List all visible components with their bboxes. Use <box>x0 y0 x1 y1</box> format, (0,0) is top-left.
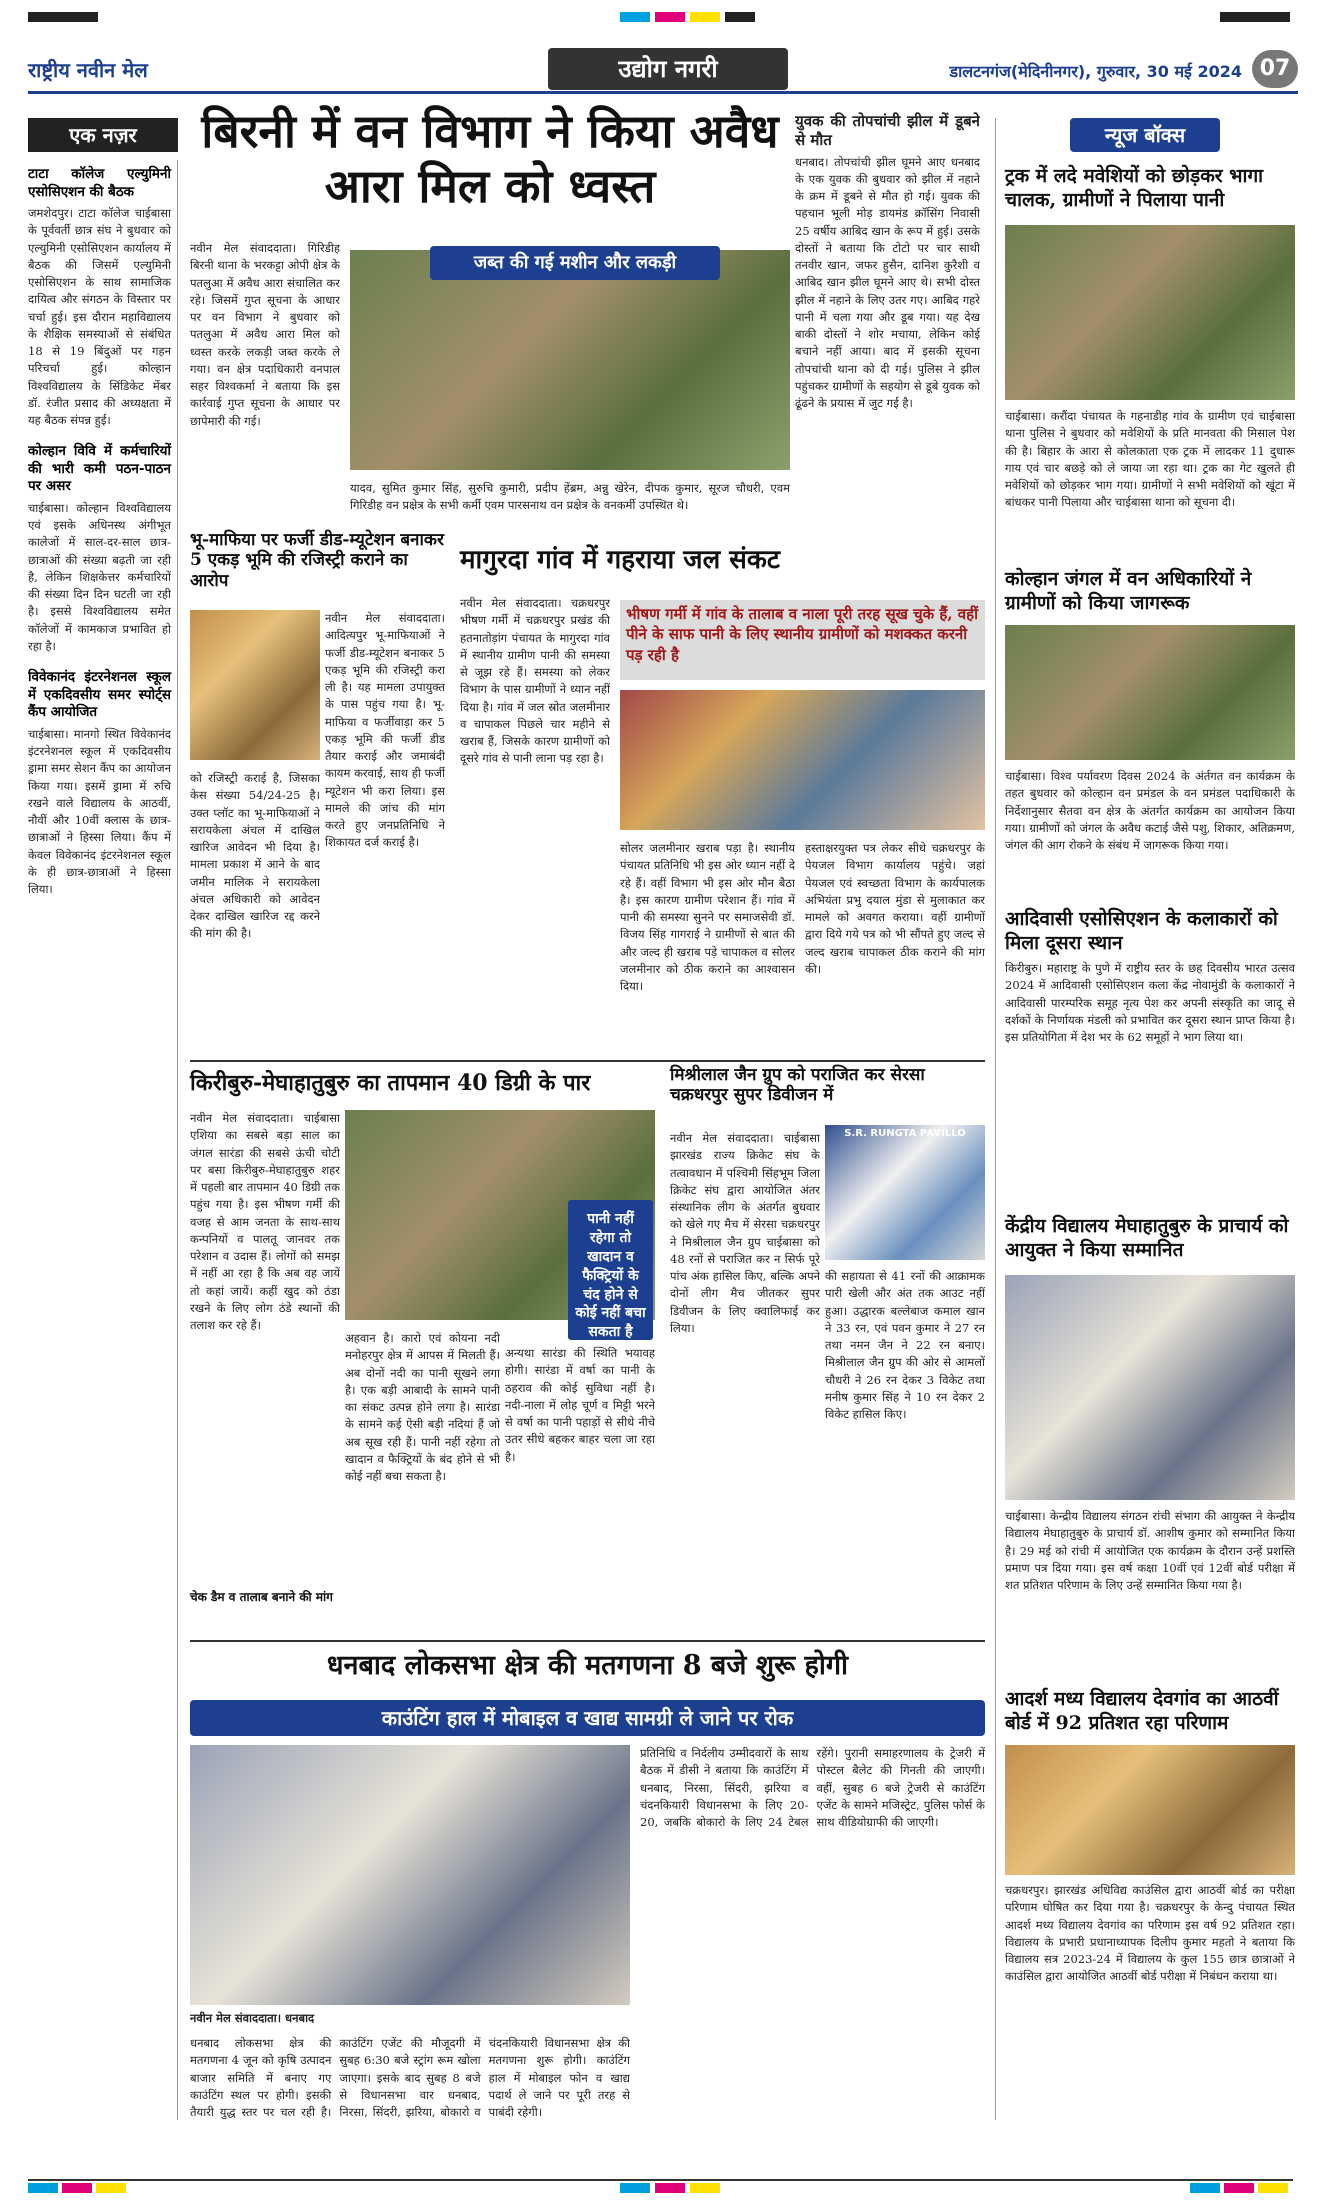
story-body: चाईबासा। मानगो स्थित विवेकानंद इंटरनेशनल स्कूल में एकदिवसीय ड्रामा समर सेशन कैंप का आयोजन किया गया। इसमें ड्रामा में रुचि रखने वाले विद्यालय के आठवीं, नौवीं और 10वीं क्लास के छात्र-छात्राओं ने हिस्सा लिया। कैंप में केवल विवेकानंद इंटरनेशनल स्कूल के ही छात्र-छात्राओं ने हिस्सा लिया। <box>28 726 171 897</box>
color-swatch <box>690 12 720 22</box>
color-swatch <box>620 2183 650 2193</box>
news-box-label: न्यूज बॉक्स <box>1070 118 1220 152</box>
water-story-body-3: हस्ताक्षरयुक्त पत्र लेकर सीधे चक्रधरपुर के पेयजल विभाग कार्यालय पहुंचे। जहां पेयजल एवं स्वच्छता विभाग के कार्यपालक अभियंता प्रभु दयाल मुंडा से मुलाकात कर मामले को अवगत कराया। वहीं ग्रामीणों द्वारा दिये गये पत्र को भी सौंपते हुए जल्द से जल्द खराब चापाकल ठीक कराने की मांग की। <box>805 841 985 976</box>
news-box-body: चक्रधरपुर। झारखंड अधिविद्य काउंसिल द्वारा आठवीं बोर्ड का परीक्षा परिणाम घोषित कर दिया गया है। चक्रधरपुर के केन्दु पंचायत स्थित आदर्श मध्य विद्यालय देवगांव का परिणाम इस वर्ष 92 प्रतिशत रहा। विद्यालय के प्रभारी प्रधानाध्यापक दिलीप कुमार महतो ने बताया कि विद्यालय सत्र 2023-24 में विद्यालय के कुल 155 छात्र छात्राओं ने काउंसिल द्वारा आयोजित आठवीं बोर्ड परीक्षा में निबंधन कराया था। <box>1005 1883 1295 1984</box>
story-headline: विवेकानंद इंटरनेशनल स्कूल में एकदिवसीय समर स्पोर्ट्स कैंप आयोजित <box>28 669 171 721</box>
color-swatch <box>1258 2183 1288 2193</box>
page-number: 07 <box>1252 50 1298 88</box>
news-box-body: चाईबासा। विश्व पर्यावरण दिवस 2024 के अंर्तगत वन कार्यक्रम के तहत बुधवार को कोल्हान वन प्रमंडल के वन प्रमंडल पदाधिकारी के निर्देशानुसार सैतवा वन क्षेत्र के अंतर्गत कार्यक्रम का आयोजन किया गया। ग्रामीणों को जंगल के अवैध कटाई जैसे पशु, शिकार, अतिक्रमण, जंगल की आग रोकने के संबंध में जागरूक किया गया। <box>1005 769 1295 852</box>
bottom-color-bar <box>0 2175 1325 2205</box>
cricket-story-photo <box>825 1125 985 1260</box>
color-swatch <box>655 2183 685 2193</box>
land-story-body: नवीन मेल संवाददाता। आदित्यपुर भू-माफियाओं ने फर्जी डीड-म्यूटेशन बनाकर 5 एकड़ भूमि की रजिस्ट्री करा ली है। यह मामला उपायुक्त के पास पहुंच गया है। भू-माफिया व फर्जीवाड़ा कर 5 एकड़ भूमि की फर्जी डीड तैयार कराई और जमाबंदी कायम करवाई, साथ ही फर्जी म्यूटेशन भी करा लिया। इस मामले की जांच की मांग करते हुए जनप्रतिनिधि ने शिकायत दर्ज कराई है। <box>325 611 445 850</box>
temp-story-subheading: चेक डैम व तालाब बनाने की मांग <box>190 1590 333 1604</box>
section-divider <box>190 1060 985 1062</box>
temp-story-quote: पानी नहीं रहेगा तो खादान व फैक्ट्रियों के चंद होने से कोई नहीं बचा सकता है <box>568 1200 653 1340</box>
news-box-body: चाईबासा। केन्द्रीय विद्यालय संगठन रांची संभाग की आयुक्त ने केन्द्रीय विद्यालय मेघाहातुबुरु के प्राचार्य डॉ. आशीष कुमार को सम्मानित किया है। 29 मई को रांची में आयोजित एक कार्यक्रम के दौरान उन्हें प्रशस्ति प्रमाण पत्र दिया गया। इस वर्ष कक्षा 10वीं एवं 12वीं बोर्ड परीक्षा में शत प्रतिशत परिणाम के लिए उन्हें सम्मानित किया गया है। <box>1005 1509 1295 1592</box>
lead-photo <box>350 250 790 470</box>
news-box-body: चाईबासा। करौंदा पंचायत के गहनाडीह गांव के ग्रामीण एवं चाईबासा थाना पुलिस ने बुधवार को मवेशियों के प्रति मानवता की मिसाल पेश की है। बिहार के आरा से कोलकाता एक ट्रक में लादकर 11 दुधारू गाय एवं चार बछड़े को ले जाया जा रहा था। ट्रक का गेट खुलते ही मवेशियों को छोड़कर भाग गया। ग्रामीणों ने सभी मवेशियों को खूंटा में बांधकर पानी पिलाया और चाईबासा थाना को सूचना दी। <box>1005 409 1295 510</box>
land-story-headline: भू-माफिया पर फर्जी डीड-म्यूटेशन बनाकर 5 एकड़ भूमि की रजिस्ट्री कराने का आरोप <box>190 530 444 591</box>
color-swatch <box>690 2183 720 2193</box>
counting-story-photo <box>190 1745 630 2005</box>
temp-story-body-3: अन्यथा सारंडा की स्थिति भयावह होगी। सारंडा में वर्षा का पानी के ठहराव की कोई सुविधा नहीं है। नदी-नाला में लोह चूर्ण व मिट्टी भरने से वर्षा का पानी पहाड़ों से सीधे नीचे उतर सीधे बहकर बाहर चला जा रहा है। <box>505 1346 655 1464</box>
paper-name: राष्ट्रीय नवीन मेल <box>28 58 148 82</box>
water-story-headline: मागुरदा गांव में गहराया जल संकट <box>460 545 780 575</box>
temp-story-body: नवीन मेल संवाददाता। चाईबासा एशिया का सबसे बड़ा साल का जंगल सारंडा की सबसे ऊंची चोटी पर बसा किरीबुरु-मेघाहातुबुरु शहर में पहली बार तापमान 40 डिग्री तक पहुंच गया है। इस भीषण गर्मी की वजह से आम जनता के साथ-साथ कन्पनियों व पालतू जानवर तक परेशान व उदास हैं। लोगों को समझ में नहीं आ रहा है कि अब वह जायें तो कहां जायें। कहीं खुद को ठंडा रखने के लिए लोग ठंडे स्थानों की तलाश कर रहे हैं। <box>190 1111 340 1332</box>
land-story-photo <box>190 610 320 760</box>
lead-headline: बिरनी में वन विभाग ने किया अवैध आरा मिल को ध्वस्त <box>201 104 779 214</box>
color-swatch <box>1220 12 1290 22</box>
story-body: चाईबासा। कोल्हान विश्वविद्यालय एवं इसके अधिनस्थ अंगीभूत कालेजों में साल-दर-साल छात्र-छात्राओं की संख्या बढ़ती जा रही है, लेकिन शिक्षकेत्तर कर्मचारियों की संख्या दिन दिन घटती जा रही है। इससे विश्वविद्यालय समेत कॉलेजों में कामकाज प्रभावित हो रहा है। <box>28 500 171 653</box>
color-swatch <box>1224 2183 1254 2193</box>
color-swatch <box>28 2179 1293 2181</box>
cricket-story-headline: मिश्रीलाल जैन ग्रुप को पराजित कर सेरसा चक्रधरपुर सुपर डिवीजन में <box>670 1065 925 1106</box>
land-story-body-2: को रजिस्ट्री कराई है, जिसका केस संख्या 54/24-25 है। उक्त प्लॉट का भू-माफियाओं ने सरायकेला अंचल में दाखिल खारिज आवेदन भी दिया है। मामला प्रकाश में आने के बाद जमीन मालिक ने सरायकेला अंचल अधिकारी को आवेदन देकर दाखिल खारिज रद्द करने की मांग की है। <box>190 771 320 941</box>
masthead <box>28 48 1298 94</box>
cricket-story-body: नवीन मेल संवाददाता। चाईबासा झारखंड राज्य क्रिकेट संघ के तत्वावधान में पश्चिमी सिंहभूम जिला क्रिकेट संघ द्वारा आयोजित अंतर संस्थानिक लीग के अंतर्गत बुधवार को खेले गए मैच में सेरसा चक्रधरपुर ने मिश्रीलाल जैन ग्रुप चाईबासा को 48 रनों से पराजित कर न सिर्फ पूरे पांच अंक हासिल किए, बल्कि अपने दोनों लीग मैच जीतकर सुपर डिवीजन के लिए क्वालिफाई कर लिया। <box>670 1131 820 1335</box>
counting-story-caption: नवीन मेल संवाददाता। धनबाद <box>190 2011 315 2025</box>
counting-story-body: धनबाद लोकसभा क्षेत्र की मतगणना 4 जून को कृषि उत्पादन बाजार समिति में बनाए गए काउंटिंग स्थल पर होगी। इसकी तैयारी युद्ध स्तर पर चल रही है। काउंटिंग एजेंट की मौजूदगी में सुबह 6:30 बजे स्ट्रांग रूम खोला जाएगा। इसके बाद सुबह 8 बजे से विधानसभा वार धनबाद, निरसा, सिंदरी, झरिया, बोकारो व चंदनकियारी विधानसभा क्षेत्र की मतगणना शुरू होगी। काउंटिंग हाल में मोबाइल फोन व खाद्य पदार्थ ले जाने पर पूरी तरह से पाबंदी रहेगी। <box>190 2036 630 2119</box>
color-swatch <box>620 12 650 22</box>
news-box-photo <box>1005 625 1295 760</box>
counting-story-headline: धनबाद लोकसभा क्षेत्र की मतगणना 8 बजे शुरू होगी <box>326 1650 849 1681</box>
ek-nazar-label: एक नज़र <box>28 118 178 152</box>
temp-story-body-2: अहवान है। कारो एवं कोयना नदी मनोहरपुर क्षेत्र में आपस में मिलती हैं। अब दोनों नदी का पानी सूखने लगा है। एक बड़ी आबादी के सामने पानी का संकट उत्पन्न होने लगा है। सारंडा के सामने कई ऐसी बड़ी नदियां हैं जो अब सूख रही हैं। पानी नहीं रहेगा तो खादान व फैक्ट्रियों के बंद होने से भी कोई नहीं बचा सकता है। <box>345 1331 500 1483</box>
news-box-body: किरीबुरु। महाराष्ट्र के पुणे में राष्ट्रीय स्तर के छह दिवसीय भारत उत्सव 2024 में आदिवासी एसोसिएशन कला केंद्र नोवामुंडी के कलाकारों ने आदिवासी पारम्परिक समूह नृत्य पेश कर अपनी संस्कृति का जादू से दर्शकों के निर्णायक मंडली को प्रभावित कर दूसरा स्थान प्राप्त किया है। इस प्रतियोगिता में देश भर के 62 समूहों ने भाग लिया था। <box>1005 961 1295 1044</box>
story-headline: टाटा कॉलेज एल्युमिनी एसोसिएशन की बैठक <box>28 166 171 200</box>
dateline: डालटनगंज(मेदिनीनगर), गुरुवार, 30 मई 2024 <box>949 62 1242 81</box>
story-headline: कोल्हान विवि में कर्मचारियों की भारी कमी पठन-पाठन पर असर <box>28 443 171 495</box>
water-story-highlight: भीषण गर्मी में गांव के तालाब व नाला पूरी तरह सूख चुके हैं, वहीं पीने के साफ पानी के लिए स्थानीय ग्रामीणों को मशक्कत करनी पड़ रही है <box>620 600 985 680</box>
story-body: जमशेदपुर। टाटा कॉलेज चाईबासा के पूर्ववर्ती छात्र संघ ने बुधवार को एल्युमिनी एसोसिएशन कार्यालय में बैठक की जिसमें एल्युमिनी एसोसिएशन के साथ सामाजिक दायित्व और संगठन के विस्तार पर चर्चा हुई। इस दौरान महाविद्यालय के शैक्षिक समस्याओं से संबंधित 18 से 19 बिंदुओं पर गहन परिचर्चा हुई। कोल्हान विश्वविद्यालय के सिंडिकेट मेंबर डॉ. रंजीत प्रसाद की अध्यक्षता में यह बैठक संपन्न हुई। <box>28 206 171 428</box>
news-box-headline: केंद्रीय विद्यालय मेघाहातुबुरु के प्राचार्य को आयुक्त ने किया सम्मानित <box>1005 1215 1289 1261</box>
story-body: धनबाद। तोपचांची झील घूमने आए धनबाद के एक युवक की बुधवार को झील में नहाने के क्रम में डूबने से मौत हो गई। युवक की पहचान भूली मोड़ डायमंड क्रॉसिंग निवासी 25 वर्षीय आबिद खान के रूप में हुई। उसके दोस्तों ने बताया कि टोटो पर चार साथी तनवीर खान, जफर हुसैन, दानिश कुरैशी व आबिद खान झील घूमने आए थे। सभी दोस्त झील में नहाने के लिए उतर गए। आबिद गहरे पानी में चला गया और डूब गया। यह देख बाकी दोस्तों ने शोर मचाया, लेकिन कोई बचाने नहीं आया। बाद में इसकी सूचना तोपचांची थाना को दी गई। पुलिस ने झील पहुंचकर ग्रामीणों के सहयोग से डूबे युवक को ढूंढने के प्रयास में जुट गई है। <box>795 154 980 410</box>
color-swatch <box>96 2183 126 2193</box>
counting-story-banner: काउंटिंग हाल में मोबाइल व खाद्य सामग्री ले जाने पर रोक <box>190 1700 985 1736</box>
color-swatch <box>725 12 755 22</box>
news-box-headline: कोल्हान जंगल में वन अधिकारियों ने ग्रामीणों को किया जागरूक <box>1005 568 1252 614</box>
cricket-photo-banner: S.R. RUNGTA PAVILLO <box>844 1128 966 1139</box>
color-swatch <box>655 12 685 22</box>
color-swatch <box>28 2183 58 2193</box>
lead-photo-banner: जब्त की गई मशीन और लकड़ी <box>430 246 720 280</box>
water-story-body-2: सोलर जलमीनार खराब पड़ा है। स्थानीय पंचायत प्रतिनिधि भी इस ओर ध्यान नहीं दे रहे हैं। वहीं विभाग भी इस ओर मौन बैठा है। इस कारण ग्रामीण परेशान हैं। गांव में पानी की समस्या सुनने पर समाजसेवी डॉ. विजय सिंह गागराई ने ग्रामीणों से बात की और जल्द ही खराब पड़े चापाकल व सोलर जलमीनार को ठीक कराने का आश्वासन दिया। <box>620 841 795 993</box>
color-swatch <box>28 12 98 22</box>
top-color-bar <box>0 0 1325 40</box>
cricket-story-body-2: की सहायता से 41 रनों की आक्रामक पारी खेली और अंत तक आउट नहीं हुआ। उद्धारक बल्लेबाज कमाल खान ने 33 रन, एवं पवन कुमार ने 27 रन तथा नमन जैन ने 22 रन बनाए। मिश्रीलाल जैन ग्रुप की ओर से आमलों चौधरी ने 26 रन देकर 3 विकेट तथा मनीष कुमार सिंह ने 10 रन देकर 2 विकेट हासिल किए। <box>825 1269 985 1421</box>
left-column <box>28 160 178 2120</box>
water-story-body: नवीन मेल संवाददाता। चक्रधरपुर भीषण गर्मी में चक्रधरपुर प्रखंड की हतनातोड़ांग पंचायत के मागुरदा गांव में स्थानीय ग्रामीण पानी की समस्या से जूझ रहे हैं। समस्या को लेकर विभाग के पास ग्रामीणों ने ध्यान नहीं दिया है। गांव में जल स्रोत जलमीनार व चापाकल पिछले चार महीने से खराब हैं, जिसके कारण ग्रामीणों को दूसरे गांव से पानी लाना पड़ रहा है। <box>460 596 610 766</box>
news-box-headline: ट्रक में लदे मवेशियों को छोड़कर भागा चालक, ग्रामीणों ने पिलाया पानी <box>1005 165 1264 211</box>
news-box-headline: आदिवासी एसोसिएशन के कलाकारों को मिला दूसरा स्थान <box>1005 908 1278 954</box>
water-story-photo <box>620 690 985 830</box>
color-swatch <box>1190 2183 1220 2193</box>
section-divider <box>190 1640 985 1642</box>
news-box-photo <box>1005 225 1295 400</box>
section-name: उद्योग नगरी <box>548 48 788 90</box>
color-swatch <box>62 2183 92 2193</box>
story-headline: युवक की तोपचांची झील में डूबने से मौत <box>795 112 980 149</box>
lead-story-body: नवीन मेल संवाददाता। गिरिडीह बिरनी थाना के भरकट्टा ओपी क्षेत्र के पतलुआ में अवैध आरा संचालित कर रहे। जिसमें गुप्त सूचना के आधार पर वन विभाग ने बुधवार को पतलुआ में अवैध आरा मिल को ध्वस्त करके लकड़ी जब्त करके ले गया। वन क्षेत्र पदाधिकारी वनपाल सहर विश्वकर्मा ने बताया कि इस कार्रवाई गुप्त सूचना के आधार पर छापेमारी की गई। <box>190 241 340 428</box>
news-box-headline: आदर्श मध्य विद्यालय देवगांव का आठवीं बोर्ड में 92 प्रतिशत रहा परिणाम <box>1005 1688 1279 1734</box>
counting-story-body-2: प्रतिनिधि व निर्दलीय उम्मीदवारों के साथ बैठक में डीसी ने बताया कि काउंटिंग में धनबाद, निरसा, सिंदरी, झरिया व चंदनकियारी विधानसभा के लिए 20-20, जबकि बोकारो के लिए 24 टेबल रहेंगे। पुरानी समाहरणालय के ट्रेजरी में पोस्टल बैलेट की गिनती की जाएगी। वहीं, सुबह 6 बजे ट्रेजरी से काउंटिंग एजेंट के सामने मजिस्ट्रेट, पुलिस फोर्स के साथ वीडियोग्राफी की जाएगी। <box>640 1746 985 1829</box>
lead-photo-caption: यादव, सुमित कुमार सिंह, सुरुचि कुमारी, प्रदीप हेंब्रम, अन्नु खेरेन, दीपक कुमार, सूरज चौधरी, एवम गिरिडीह वन प्रक्षेत्र के सभी कर्मी एवम पारसनाथ वन प्रक्षेत्र के वनकर्मी उपस्थित थे। <box>350 481 790 513</box>
news-box-photo <box>1005 1745 1295 1875</box>
temp-story-headline: किरीबुरु-मेघाहातुबुरु का तापमान 40 डिग्री के पार <box>190 1070 591 1096</box>
news-box-photo <box>1005 1275 1295 1500</box>
